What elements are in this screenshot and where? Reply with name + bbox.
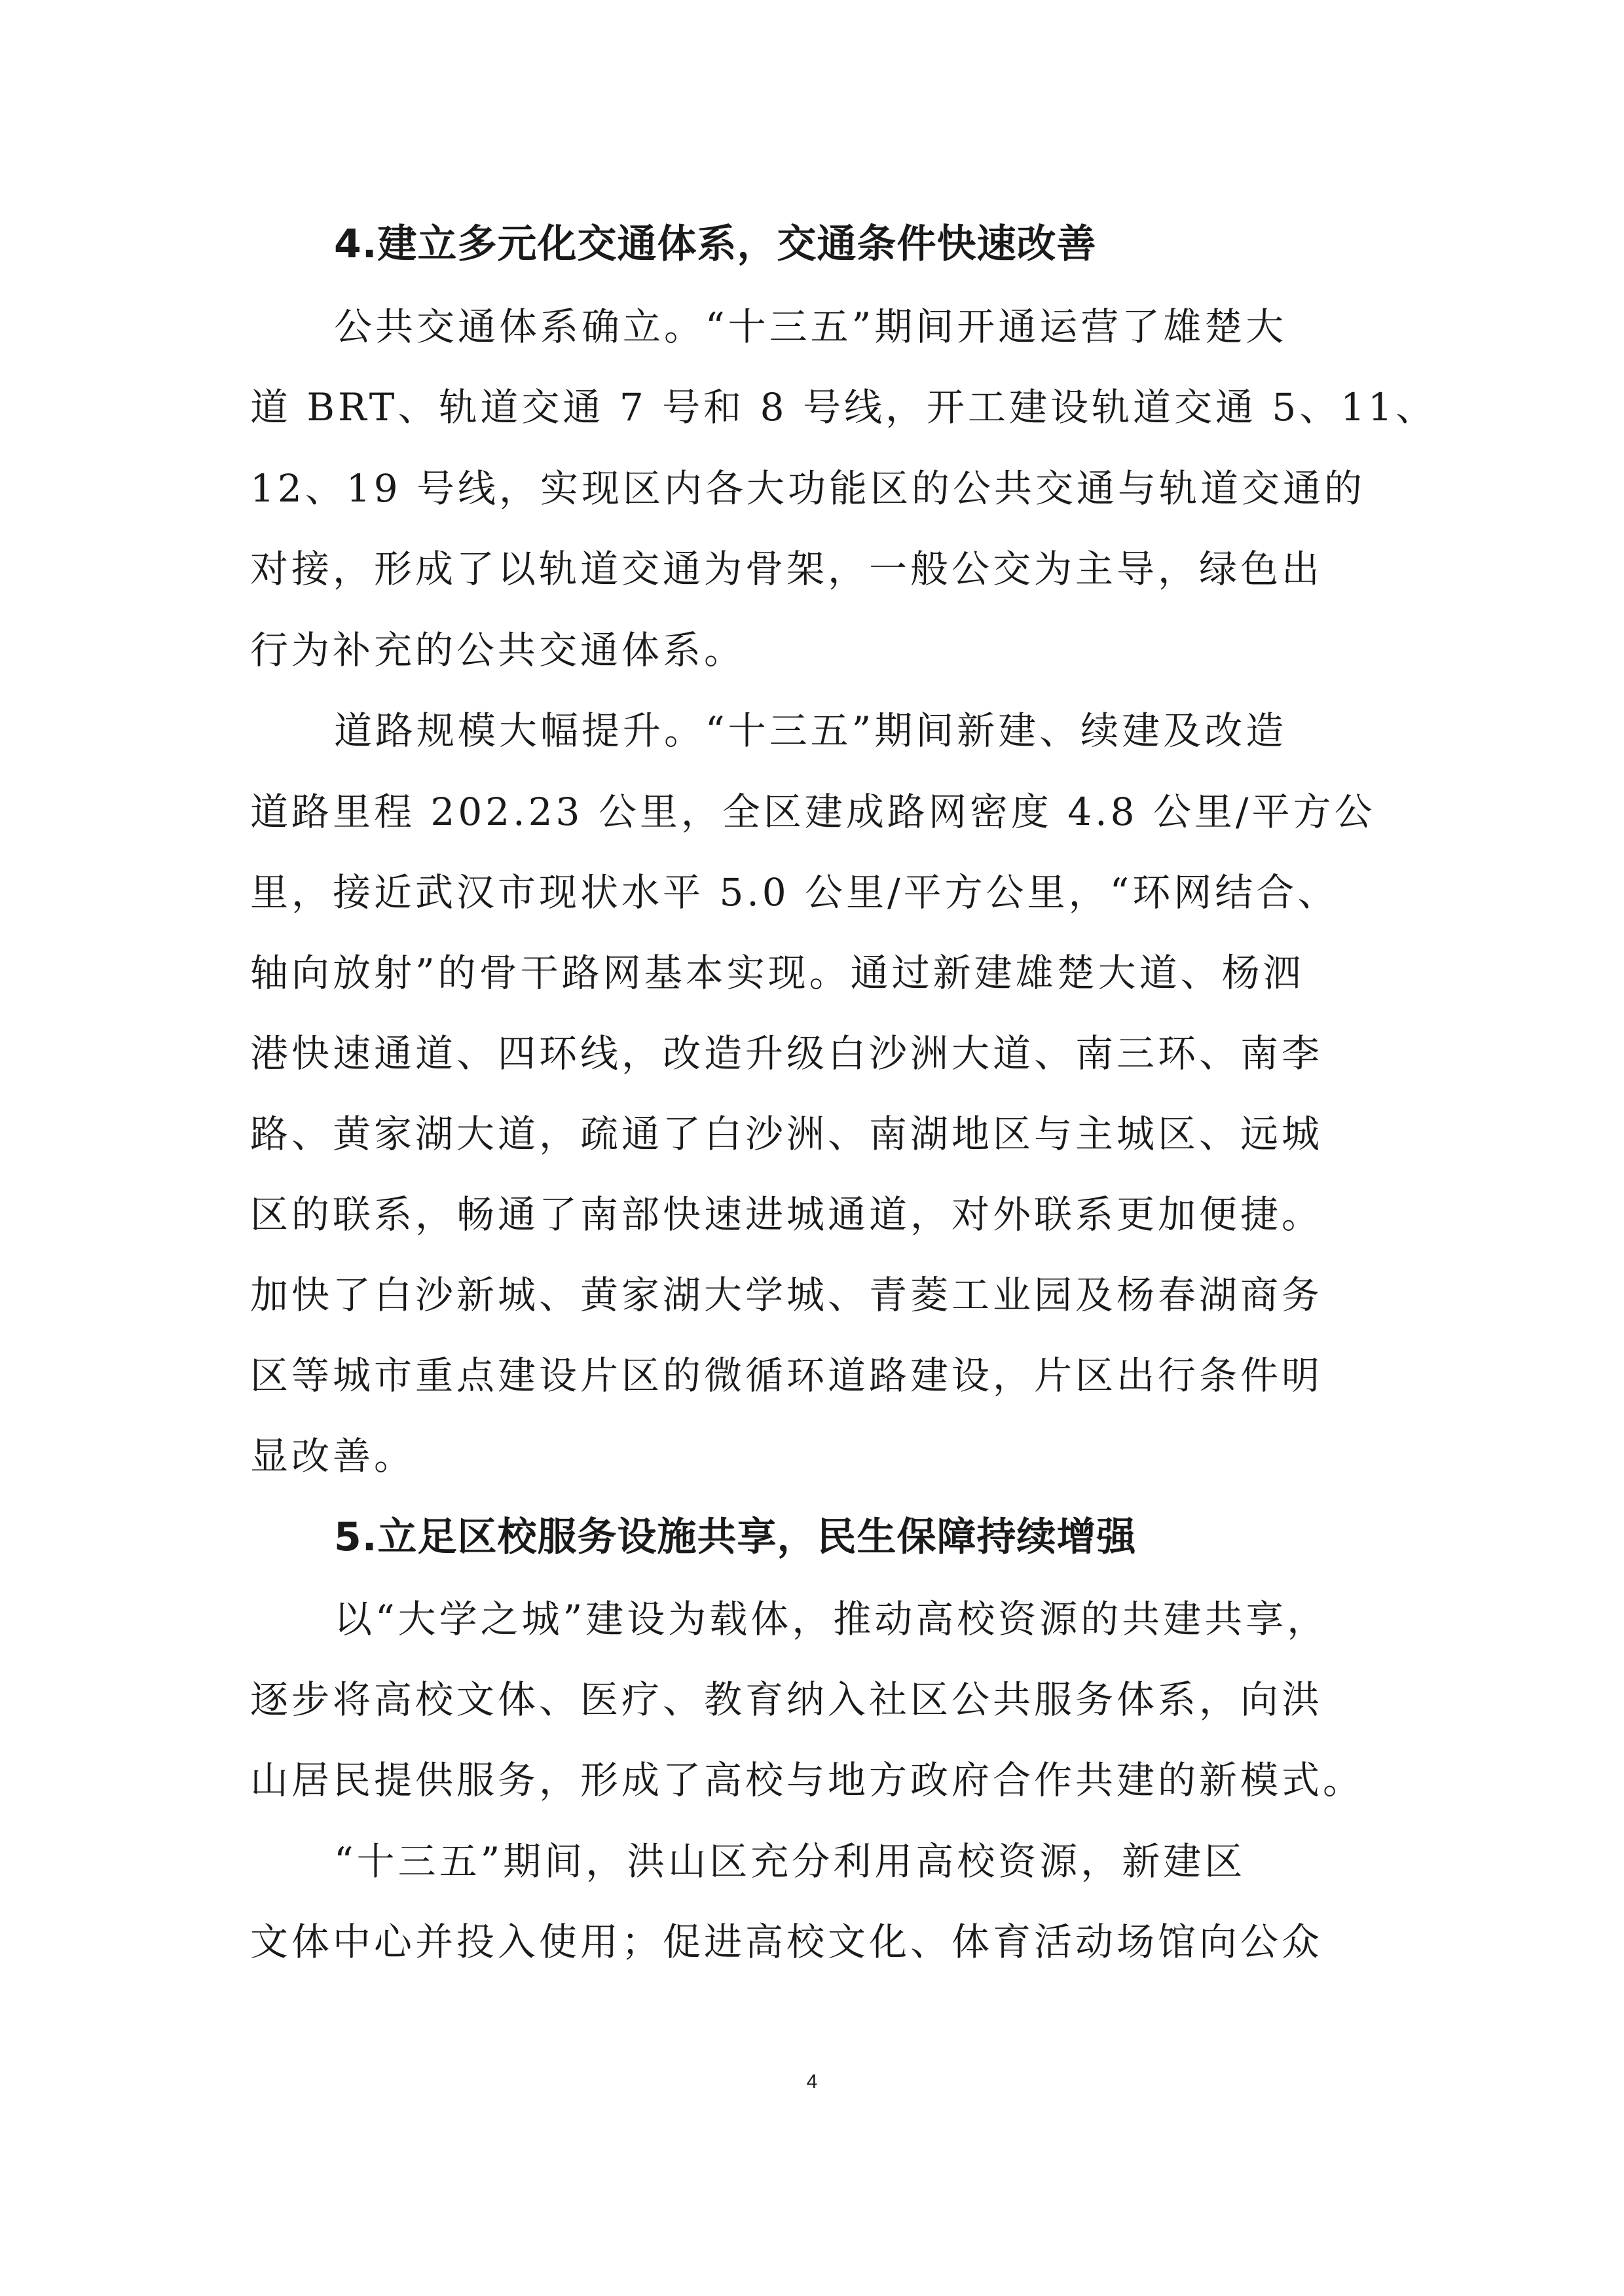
paragraph-line: 公共交通体系确立。“十三五”期间开通运营了雄楚大 bbox=[334, 304, 1287, 349]
paragraph-line: “十三五”期间，洪山区充分利用高校资源，新建区 bbox=[334, 1839, 1246, 1884]
paragraph-line: 道路里程 202.23 公里，全区建成路网密度 4.8 公里/平方公 bbox=[250, 790, 1376, 834]
paragraph-line: 区等城市重点建设片区的微循环道路建设，片区出行条件明 bbox=[250, 1353, 1323, 1398]
paragraph-line: 对接，形成了以轨道交通为骨架，一般公交为主导，绿色出 bbox=[250, 547, 1323, 591]
paragraph-line: 港快速通道、四环线，改造升级白沙洲大道、南三环、南李 bbox=[250, 1031, 1323, 1076]
paragraph-line: 加快了白沙新城、黄家湖大学城、青菱工业园及杨春湖商务 bbox=[250, 1273, 1323, 1317]
paragraph-line: 显改善。 bbox=[250, 1434, 416, 1478]
paragraph-line: 轴向放射”的骨干路网基本实现。通过新建雄楚大道、杨泗 bbox=[250, 951, 1304, 995]
section-heading-5: 5.立足区校服务设施共享，民生保障持续增强 bbox=[334, 1514, 1137, 1560]
paragraph-line: 12、19 号线，实现区内各大功能区的公共交通与轨道交通的 bbox=[250, 466, 1366, 511]
paragraph-line: 区的联系，畅通了南部快速进城通道，对外联系更加便捷。 bbox=[250, 1192, 1323, 1237]
paragraph-line: 以“大学之城”建设为载体，推动高校资源的共建共享， bbox=[334, 1597, 1329, 1641]
paragraph-line: 路、黄家湖大道，疏通了白沙洲、南湖地区与主城区、远城 bbox=[250, 1112, 1323, 1156]
paragraph-line: 行为补充的公共交通体系。 bbox=[250, 628, 746, 672]
section-heading-4: 4.建立多元化交通体系，交通条件快速改善 bbox=[334, 221, 1097, 267]
paragraph-line: 山居民提供服务，形成了高校与地方政府合作共建的新模式。 bbox=[250, 1758, 1365, 1802]
paragraph-line: 道路规模大幅提升。“十三五”期间新建、续建及改造 bbox=[334, 708, 1287, 753]
paragraph-line: 道 BRT、轨道交通 7 号和 8 号线，开工建设轨道交通 5、11、 bbox=[250, 385, 1437, 429]
page-number: 4 bbox=[806, 2071, 818, 2092]
paragraph-line: 里，接近武汉市现状水平 5.0 公里/平方公里，“环网结合、 bbox=[250, 870, 1339, 915]
paragraph-line: 文体中心并投入使用；促进高校文化、体育活动场馆向公众 bbox=[250, 1920, 1323, 1964]
paragraph-line: 逐步将高校文体、医疗、教育纳入社区公共服务体系，向洪 bbox=[250, 1677, 1323, 1722]
